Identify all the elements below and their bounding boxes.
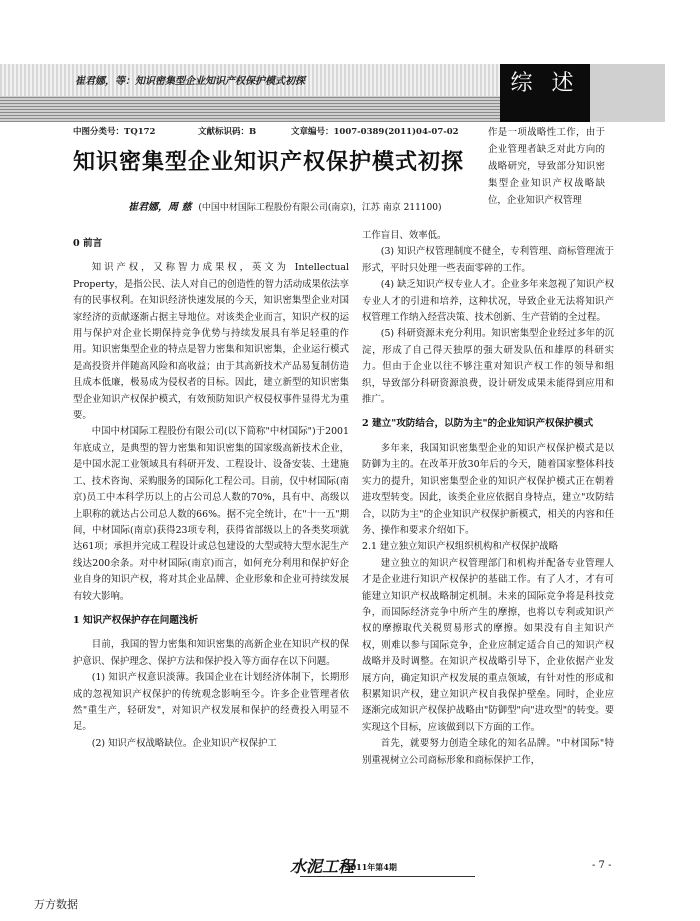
document-code: 文献标识码：B (198, 127, 257, 137)
section-heading: 1 知识产权保护存在问题浅析 (73, 614, 199, 626)
watermark: 万方数据 (34, 898, 78, 911)
journal-name: 水泥工程 (290, 857, 355, 876)
paragraph: 目前，我国的智力密集和知识密集的高新企业在知识产权的保护意识、保护理念、保护方法和保护投入等方面存在以下问题。 (73, 639, 349, 667)
author-line (128, 198, 441, 213)
paragraph: 首先，就要努力创造全球化的知名品牌。"中材国际"特别重视树立公司商标形象和商标保护工作， (362, 738, 614, 766)
paragraph: 知识产权，又称智力成果权，英文为 Intellectual Property，是指公民、法人对自己的创造性的智力活动成果依法享有的民事权利。在知识经济快速发展的今天，知识密集型企业对国家经济的贡献逐渐占据主导地位。对该类企业而言，知识产权的运用与保护对企业长期保持竞争优势与持续发展具有举足轻重的作用。知识密集型企业的特点是智力密集和知识密集，企业运行模式是高投资并伴随高风险和高收益；由于其高新技术产品易复制仿造且成本低廉，极易成为侵权者的目标。因此，建立新型的知识密集型企业知识产权保护模式，有效预防知识产权侵权事件显得尤为重要。 (73, 262, 349, 422)
author-names: 崔君娜，周 慈 (128, 202, 192, 213)
footer-rule (300, 876, 475, 877)
section-heading: 2 建立"攻防结合，以防为主"的企业知识产权保护模式 (362, 418, 594, 430)
article-title: 知识密集型企业知识产权保护模式初探 (73, 149, 465, 175)
author-affiliation: (中国中材国际工程股份有限公司(南京)，江苏 南京 211100) (198, 203, 442, 213)
section-badge: 综 述 (500, 64, 590, 122)
issue-label: 2011年第4期 (345, 862, 397, 872)
paragraph: 工作盲目、效率低。 (362, 230, 447, 241)
right-column (362, 228, 614, 769)
paragraph: 建立独立的知识产权管理部门和机构并配备专业管理人才是企业进行知识产权保护的基础工作。有了人才，才有可能建立知识产权战略制定机制。未来的国际竞争将是科技竞争，而国际经济竞争中所产生的摩擦，也将以专利或知识产权的摩擦取代关税贸易形式的摩擦。如果没有自主知识产权，则难以参与国际竞争，企业应制定适合自己的知识产权战略并及时调整。在知识产权战略引导下，企业依据产业发展方向，确定知识产权发展的重点领域，有针对性的形成和积累知识产权，建立知识产权自我保护壁垒。同时，企业应逐渐完成知识产权保护战略由"防御型"向"进攻型"的转变。要实现这个目标，应该做到以下方面的工作。 (362, 557, 614, 733)
paragraph: (3) 知识产权管理制度不健全，专利管理、商标管理流于形式，平时只处理一些表面零碎的工作。 (362, 246, 614, 274)
paragraph: 中国中材国际工程股份有限公司(以下简称"中材国际")于2001年底成立，是典型的智力密集和知识密集的国家级高新技术企业，是中国水泥工业领域具有科研开发、工程设计、设备安装、土建施工、技术咨询、采购服务的国际化工程公司。目前，仅中材国际(南京)员工中本科学历以上的占公司总人数的70%，具有中、高级以上职称的就达占公司总人数的66%。据不完全统计，在"十一五"期间，中材国际(南京)获得23项专利，获得省部级以上的各类奖项就达61项；承担并完成工程设计或总包建设的大型或特大型水泥生产线达200余条。对中材国际(南京)而言，如何充分利用和保护好企业自身的知识产权，将对其企业品牌、企业形象和企业可持续发展有较大影响。 (73, 426, 349, 602)
page-number: - 7 - (592, 860, 612, 871)
running-title: 崔君娜，等：知识密集型企业知识产权保护模式初探 (75, 76, 305, 87)
section-heading: 0 前言 (73, 238, 103, 249)
right-top-text: 作是一项战略性工作，由于企业管理者缺乏对此方向的战略研究，导致部分知识密集型企业知识产权战略缺位，企业知识产权管理 (488, 127, 605, 206)
left-column (73, 236, 349, 752)
article-number: 文章编号：1007-0389(2011)04-07-02 (291, 127, 459, 137)
paragraph: (4) 缺乏知识产权专业人才。企业多年来忽视了知识产权专业人才的引进和培养，这种状况，导致企业无法将知识产权管理工作纳入经营决策、技术创新、生产营销的全过程。 (362, 279, 614, 324)
clc-number: 中图分类号：TQ172 (73, 127, 156, 137)
paragraph: 多年来，我国知识密集型企业的知识产权保护模式是以防御为主的。在改革开放30年后的今天，随着国家整体科技实力的提升，知识密集型企业的知识产权保护模式正在朝着进攻型转变。因此，该类企业应依据自身特点，建立"攻防结合，以防为主"的企业知识产权保护新模式，相关的内容和任务、操作和要求介绍如下。 (362, 442, 614, 536)
paragraph: (5) 科研资源未充分利用。知识密集型企业经过多年的沉淀，形成了自己得天独厚的强大研发队伍和雄厚的科研实力。但由于企业以往不够注重对知识产权工作的领导和组织，导致部分科研资源浪费，设计研发成果未能得到应用和推广。 (362, 328, 614, 406)
paragraph: (2) 知识产权战略缺位。企业知识产权保护工 (91, 737, 277, 749)
header-band-right (590, 64, 665, 122)
subsection-heading: 2.1 建立独立知识产权组织机构和产权保护战略 (362, 541, 559, 553)
paragraph: (1) 知识产权意识淡薄。我国企业在计划经济体制下，长期形成的忽视知识产权保护的传统观念影响至今。许多企业管理者依然"重生产，轻研发"，对知识产权发展和保护的经费投入明显不足。 (73, 672, 349, 733)
